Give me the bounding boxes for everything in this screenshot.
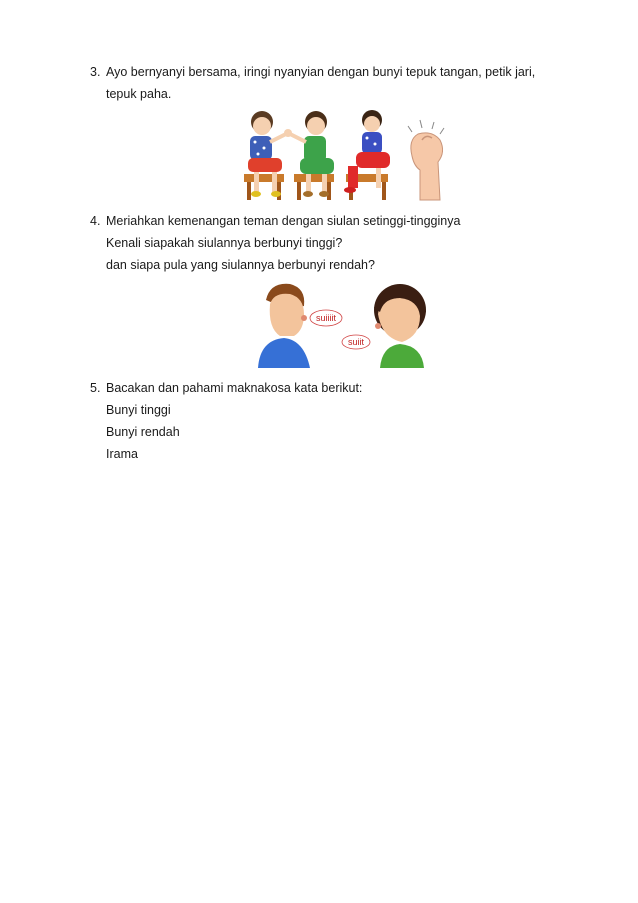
whistle-bubble-right: suiit	[347, 337, 365, 347]
item-3-number: 3.	[90, 65, 101, 79]
item-4-line-3: dan siapa pula yang siulannya berbunyi rendah?	[106, 258, 375, 272]
item-3-line-1: Ayo bernyanyi bersama, iringi nyanyian dengan bunyi tepuk tangan, petik jari,	[106, 65, 536, 79]
item-5-line-4: Irama	[106, 447, 138, 461]
item-4-line-1: Meriahkan kemenangan teman dengan siulan setinggi-tingginya	[106, 214, 461, 228]
item-5-line-2: Bunyi tinggi	[106, 403, 171, 417]
item-4-line-2: Kenali siapakah siulannya berbunyi tinggi?	[106, 236, 343, 250]
item-3-line-2: tepuk paha.	[106, 87, 172, 101]
item-5-number: 5.	[90, 381, 101, 395]
item-4-number: 4.	[90, 214, 101, 228]
item-5-line-3: Bunyi rendah	[106, 425, 180, 439]
whistling-boy-girl-illustration	[254, 280, 438, 368]
children-clapping-snapping-illustration	[236, 104, 452, 204]
whistle-bubble-left: suiiiit	[315, 313, 337, 323]
item-5-line-1: Bacakan dan pahami maknakosa kata berikut:	[106, 381, 363, 395]
